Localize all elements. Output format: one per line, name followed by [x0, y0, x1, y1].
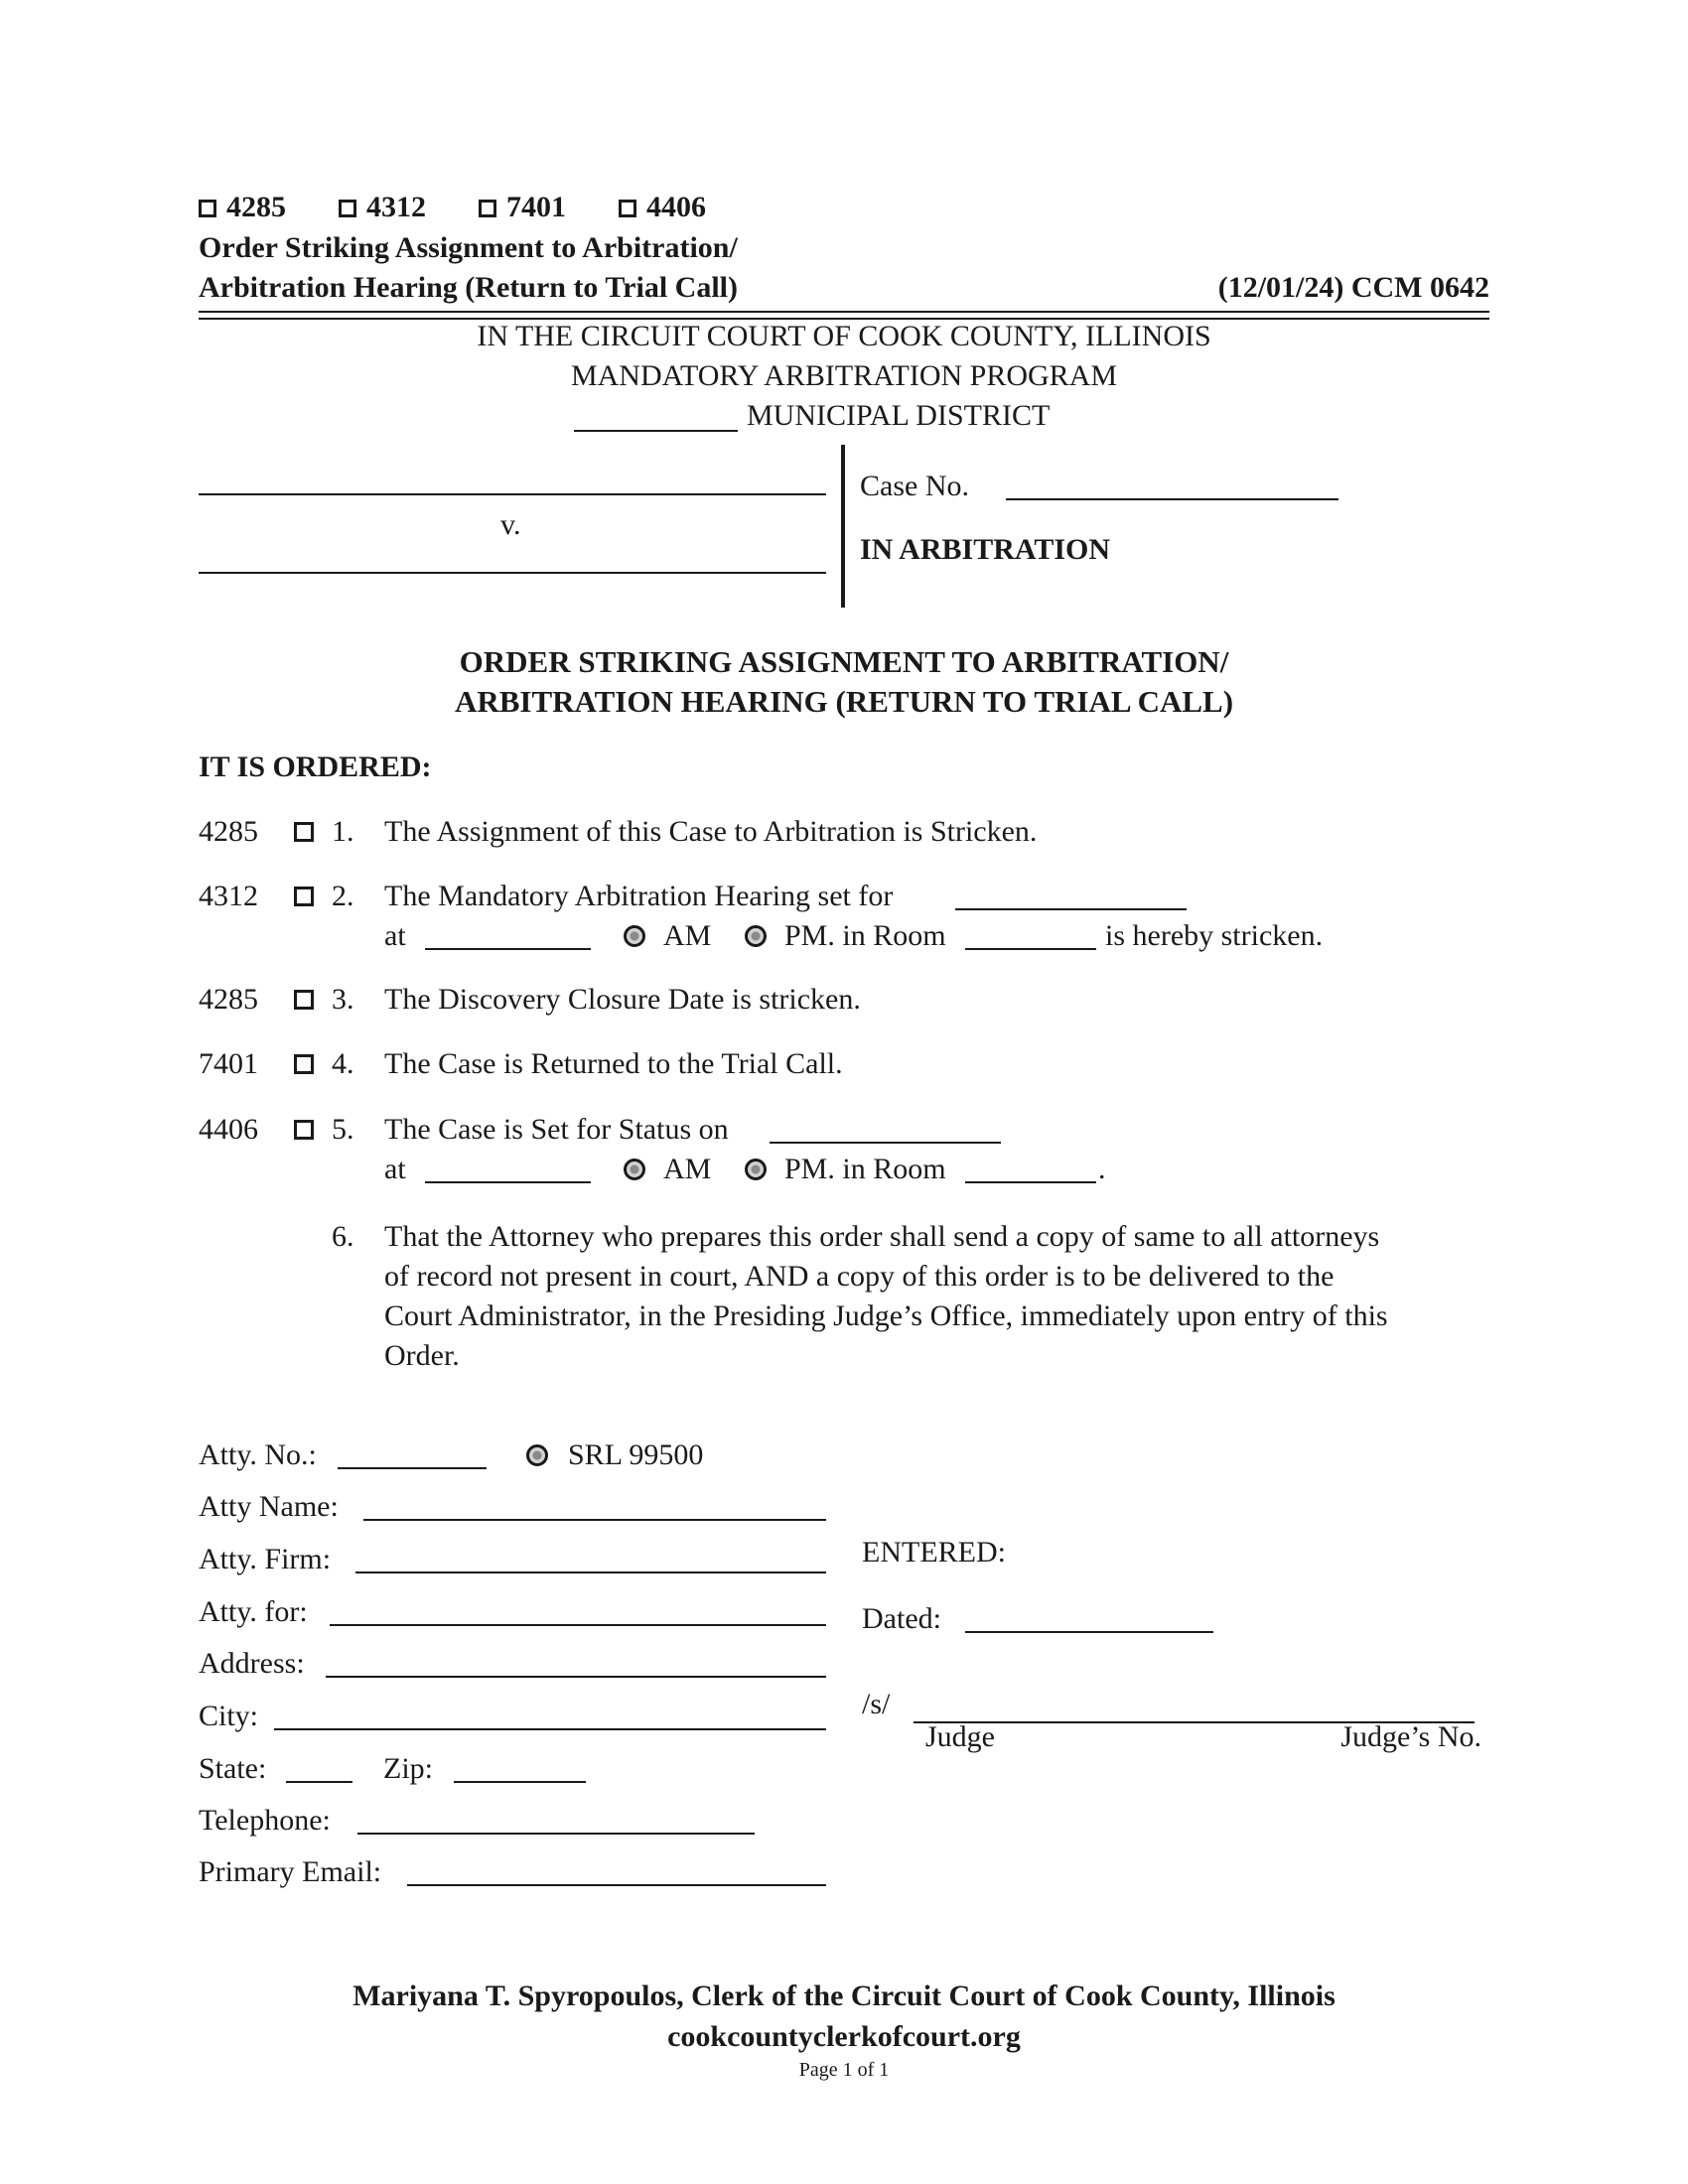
at-label: at: [384, 1153, 406, 1185]
am-radio[interactable]: [624, 925, 645, 947]
caption-divider: [841, 445, 845, 608]
atty-firm-field[interactable]: [355, 1571, 826, 1573]
status-time-field[interactable]: [425, 1181, 591, 1183]
room-field[interactable]: [965, 948, 1096, 950]
email-field[interactable]: [407, 1884, 826, 1886]
telephone-label: Telephone:: [199, 1804, 331, 1837]
item-number: 6.: [332, 1220, 354, 1253]
form-code-4285[interactable]: 4285: [199, 191, 286, 223]
item-number: 3.: [332, 983, 354, 1016]
dated-field[interactable]: [965, 1631, 1213, 1633]
in-arbitration: IN ARBITRATION: [860, 533, 1110, 566]
court-name: IN THE CIRCUIT COURT OF COOK COUNTY, ILLINOIS: [477, 320, 1211, 352]
zip-label: Zip:: [383, 1752, 433, 1785]
form-title-line2: Arbitration Hearing (Return to Trial Call): [199, 271, 738, 304]
srl-radio[interactable]: [526, 1444, 548, 1466]
city-field[interactable]: [274, 1728, 826, 1730]
atty-no-label: Atty. No.:: [199, 1438, 317, 1471]
item-code: 4406: [199, 1113, 258, 1146]
item-number: 2.: [332, 880, 354, 912]
versus-label: v.: [500, 508, 521, 541]
clerk-name: Mariyana T. Spyropoulos, Clerk of the Circuit Court of Cook County, Illinois: [352, 1979, 1336, 2012]
order-title-line1: ORDER STRIKING ASSIGNMENT TO ARBITRATION/: [459, 644, 1229, 679]
item-text: The Case is Set for Status on: [384, 1113, 729, 1146]
form-code-row: [199, 191, 706, 224]
item-text-line: That the Attorney who prepares this order shall send a copy of same to all attorneys: [384, 1220, 1380, 1253]
item-text: The Mandatory Arbitration Hearing set for: [384, 880, 894, 912]
header-rule-top: [199, 311, 1489, 313]
signature-prefix: /s/: [862, 1688, 891, 1720]
form-code-4406[interactable]: 4406: [619, 191, 706, 223]
item-tail: .: [1098, 1153, 1106, 1185]
judge-no-label: Judge’s No.: [1340, 1720, 1481, 1753]
ordered-heading: IT IS ORDERED:: [199, 751, 432, 783]
case-no-label: Case No.: [860, 470, 969, 502]
atty-no-field[interactable]: [338, 1467, 487, 1469]
pm-label: PM. in Room: [784, 1153, 946, 1185]
item-1-checkbox[interactable]: [294, 822, 314, 842]
district-blank[interactable]: [574, 430, 738, 432]
entered-label: ENTERED:: [862, 1536, 1006, 1569]
address-label: Address:: [199, 1647, 305, 1680]
state-label: State:: [199, 1752, 267, 1785]
am-label: AM: [663, 1153, 712, 1185]
atty-name-field[interactable]: [363, 1519, 826, 1521]
atty-for-field[interactable]: [330, 1624, 826, 1626]
zip-field[interactable]: [454, 1781, 586, 1783]
item-text-line: Order.: [384, 1339, 460, 1372]
state-field[interactable]: [286, 1781, 352, 1783]
at-label: at: [384, 919, 406, 952]
am-label: AM: [663, 919, 712, 952]
dated-label: Dated:: [862, 1602, 941, 1635]
form-title-line1: Order Striking Assignment to Arbitration/: [199, 231, 738, 264]
email-label: Primary Email:: [199, 1855, 382, 1888]
pm-radio[interactable]: [745, 925, 767, 947]
case-no-field[interactable]: [1006, 498, 1338, 500]
item-number: 1.: [332, 815, 354, 848]
item-text: The Assignment of this Case to Arbitration is Stricken.: [384, 815, 1038, 848]
item-2-checkbox[interactable]: [294, 887, 314, 906]
hearing-time-field[interactable]: [425, 948, 591, 950]
program-name: MANDATORY ARBITRATION PROGRAM: [570, 359, 1118, 392]
item-text-line: Court Administrator, in the Presiding Judge’s Office, immediately upon entry of this: [384, 1299, 1388, 1332]
item-number: 5.: [332, 1113, 354, 1146]
item-text: The Case is Returned to the Trial Call.: [384, 1047, 843, 1080]
item-tail: is hereby stricken.: [1105, 919, 1324, 952]
am-radio[interactable]: [624, 1159, 645, 1180]
judge-label: Judge: [925, 1720, 995, 1753]
district-label: MUNICIPAL DISTRICT: [747, 399, 1051, 432]
item-text-line: of record not present in court, AND a copy of this order is to be delivered to the: [384, 1260, 1335, 1293]
item-code: 4285: [199, 815, 258, 848]
form-code-7401[interactable]: 7401: [479, 191, 566, 223]
city-label: City:: [199, 1700, 259, 1732]
item-4-checkbox[interactable]: [294, 1054, 314, 1074]
srl-label: SRL 99500: [568, 1438, 704, 1471]
item-text: The Discovery Closure Date is stricken.: [384, 983, 861, 1016]
plaintiff-line[interactable]: [199, 493, 826, 495]
item-code: 4285: [199, 983, 258, 1016]
status-date-field[interactable]: [770, 1142, 1001, 1144]
item-5-checkbox[interactable]: [294, 1120, 314, 1140]
form-id: (12/01/24) CCM 0642: [1217, 271, 1489, 304]
room-field[interactable]: [965, 1181, 1096, 1183]
page-number: Page 1 of 1: [798, 2059, 890, 2081]
atty-for-label: Atty. for:: [199, 1595, 308, 1628]
checkbox[interactable]: [339, 200, 356, 217]
defendant-line[interactable]: [199, 572, 826, 574]
form-code-4312[interactable]: 4312: [339, 191, 426, 223]
checkbox[interactable]: [479, 200, 496, 217]
checkbox[interactable]: [199, 200, 216, 217]
item-3-checkbox[interactable]: [294, 990, 314, 1010]
checkbox[interactable]: [619, 200, 636, 217]
telephone-field[interactable]: [357, 1833, 755, 1835]
item-code: 4312: [199, 880, 258, 912]
pm-radio[interactable]: [745, 1159, 767, 1180]
atty-name-label: Atty Name:: [199, 1490, 339, 1523]
item-number: 4.: [332, 1047, 354, 1080]
atty-firm-label: Atty. Firm:: [199, 1543, 332, 1575]
item-code: 7401: [199, 1047, 258, 1080]
address-field[interactable]: [326, 1676, 826, 1678]
clerk-website[interactable]: cookcountyclerkofcourt.org: [667, 2020, 1021, 2053]
order-title-line2: ARBITRATION HEARING (RETURN TO TRIAL CALL): [454, 684, 1234, 719]
hearing-date-field[interactable]: [955, 908, 1187, 910]
pm-label: PM. in Room: [784, 919, 946, 952]
